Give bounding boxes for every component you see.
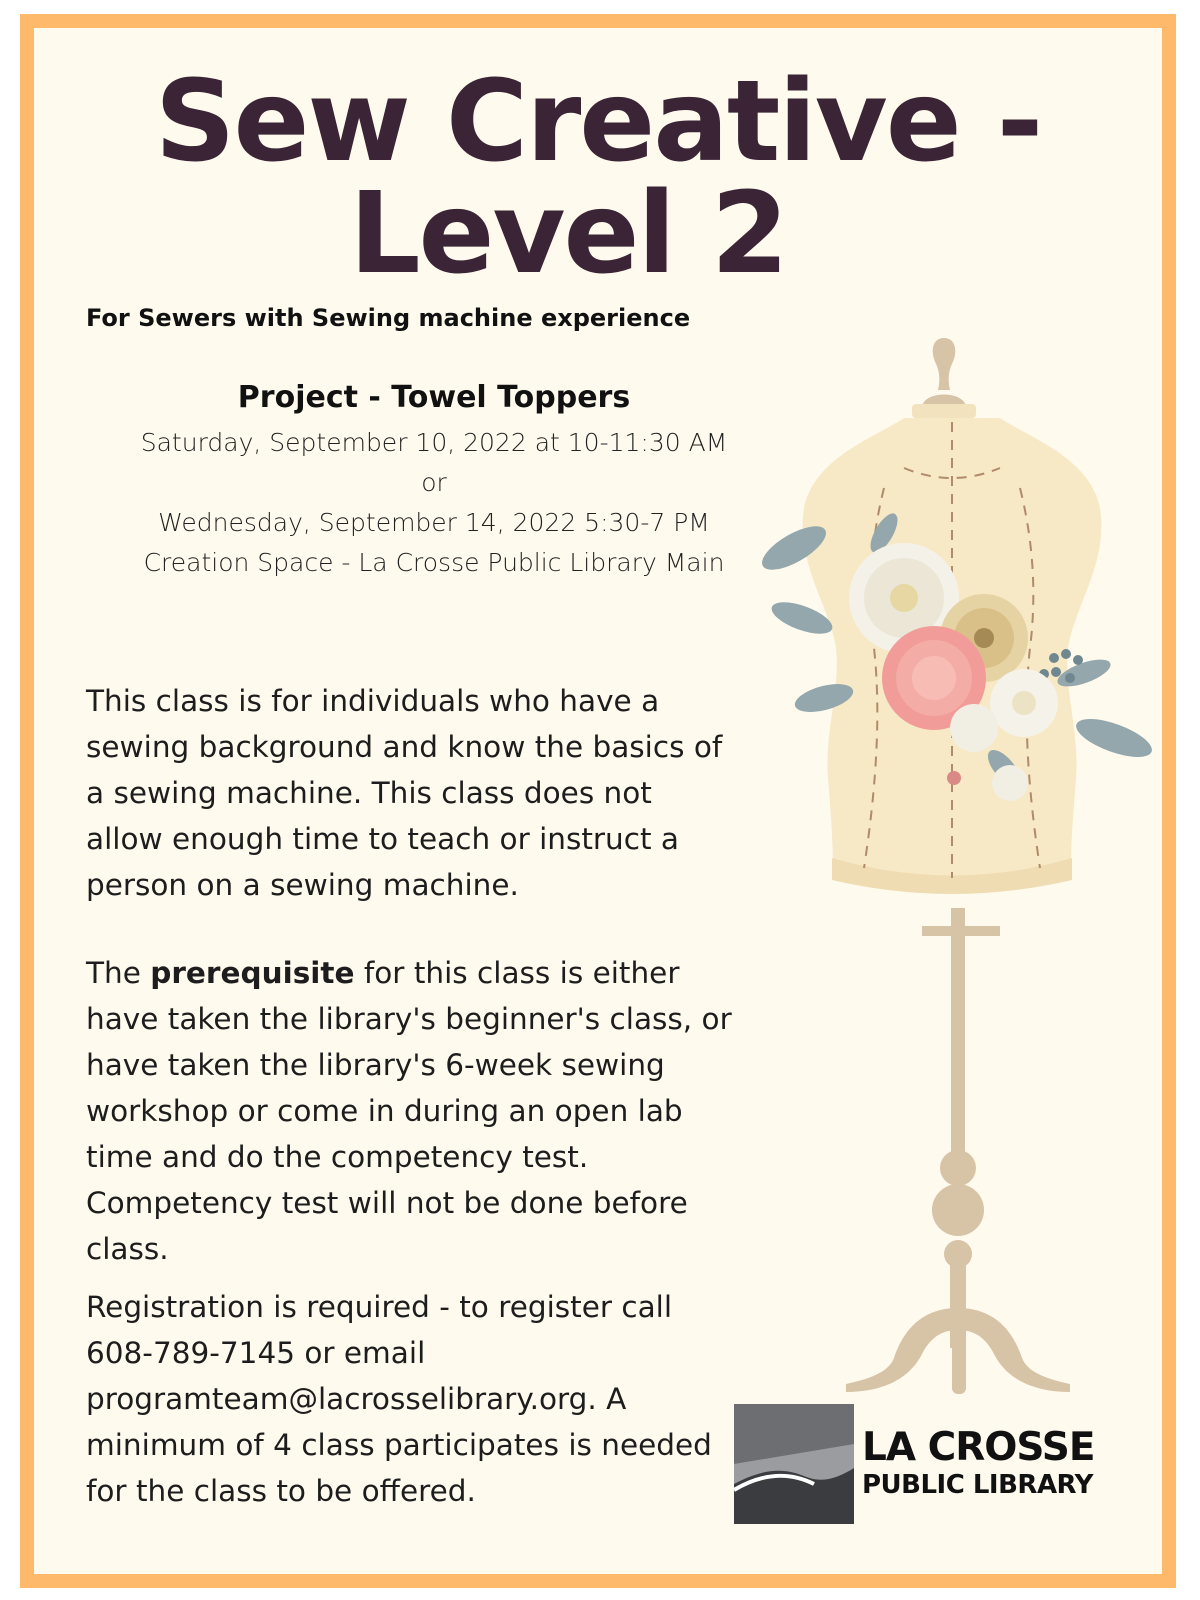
prerequisite-body: for this class is either have taken the library's beginner's class, or have taken the library's 6-week sewing workshop or come in during an open lab time and do the competency test. Competency test will not be done before class.	[86, 956, 732, 1266]
prerequisite-lead: The	[86, 956, 151, 990]
schedule-location: Creation Space - La Crosse Public Library Main	[143, 548, 725, 577]
poster-title-line1: Sew Creative -	[154, 57, 1042, 187]
subtitle: For Sewers with Sewing machine experience	[86, 304, 691, 332]
project-name: Project - Towel Toppers	[237, 380, 631, 415]
logo-line-2: PUBLIC LIBRARY	[862, 1470, 1093, 1500]
schedule-date-2: Wednesday, September 14, 2022 5:30-7 PM	[158, 508, 710, 537]
library-logo-text	[862, 1426, 1094, 1500]
schedule-or: or	[421, 468, 447, 497]
prerequisite-paragraph	[86, 950, 736, 1272]
library-logo-icon	[734, 1404, 854, 1524]
description-paragraph: This class is for individuals who have a sewing background and know the basics of a sewing machine. This class does not allow enough time to teach or instruct a person on a sewing machine.	[86, 684, 723, 902]
prerequisite-keyword: prerequisite	[150, 956, 355, 990]
dress-form-illustration	[754, 318, 1154, 1398]
schedule-date-1: Saturday, September 10, 2022 at 10-11:30 AM	[140, 428, 728, 457]
logo-line-1: LA CROSSE	[862, 1425, 1095, 1470]
poster-frame	[20, 14, 1176, 1588]
registration-paragraph: Registration is required - to register call 608-789-7145 or email programteam@lacrosselibrary.org. A minimum of 4 class participates is needed for the class to be offered.	[86, 1290, 712, 1508]
poster-title-line2: Level 2	[349, 169, 787, 299]
